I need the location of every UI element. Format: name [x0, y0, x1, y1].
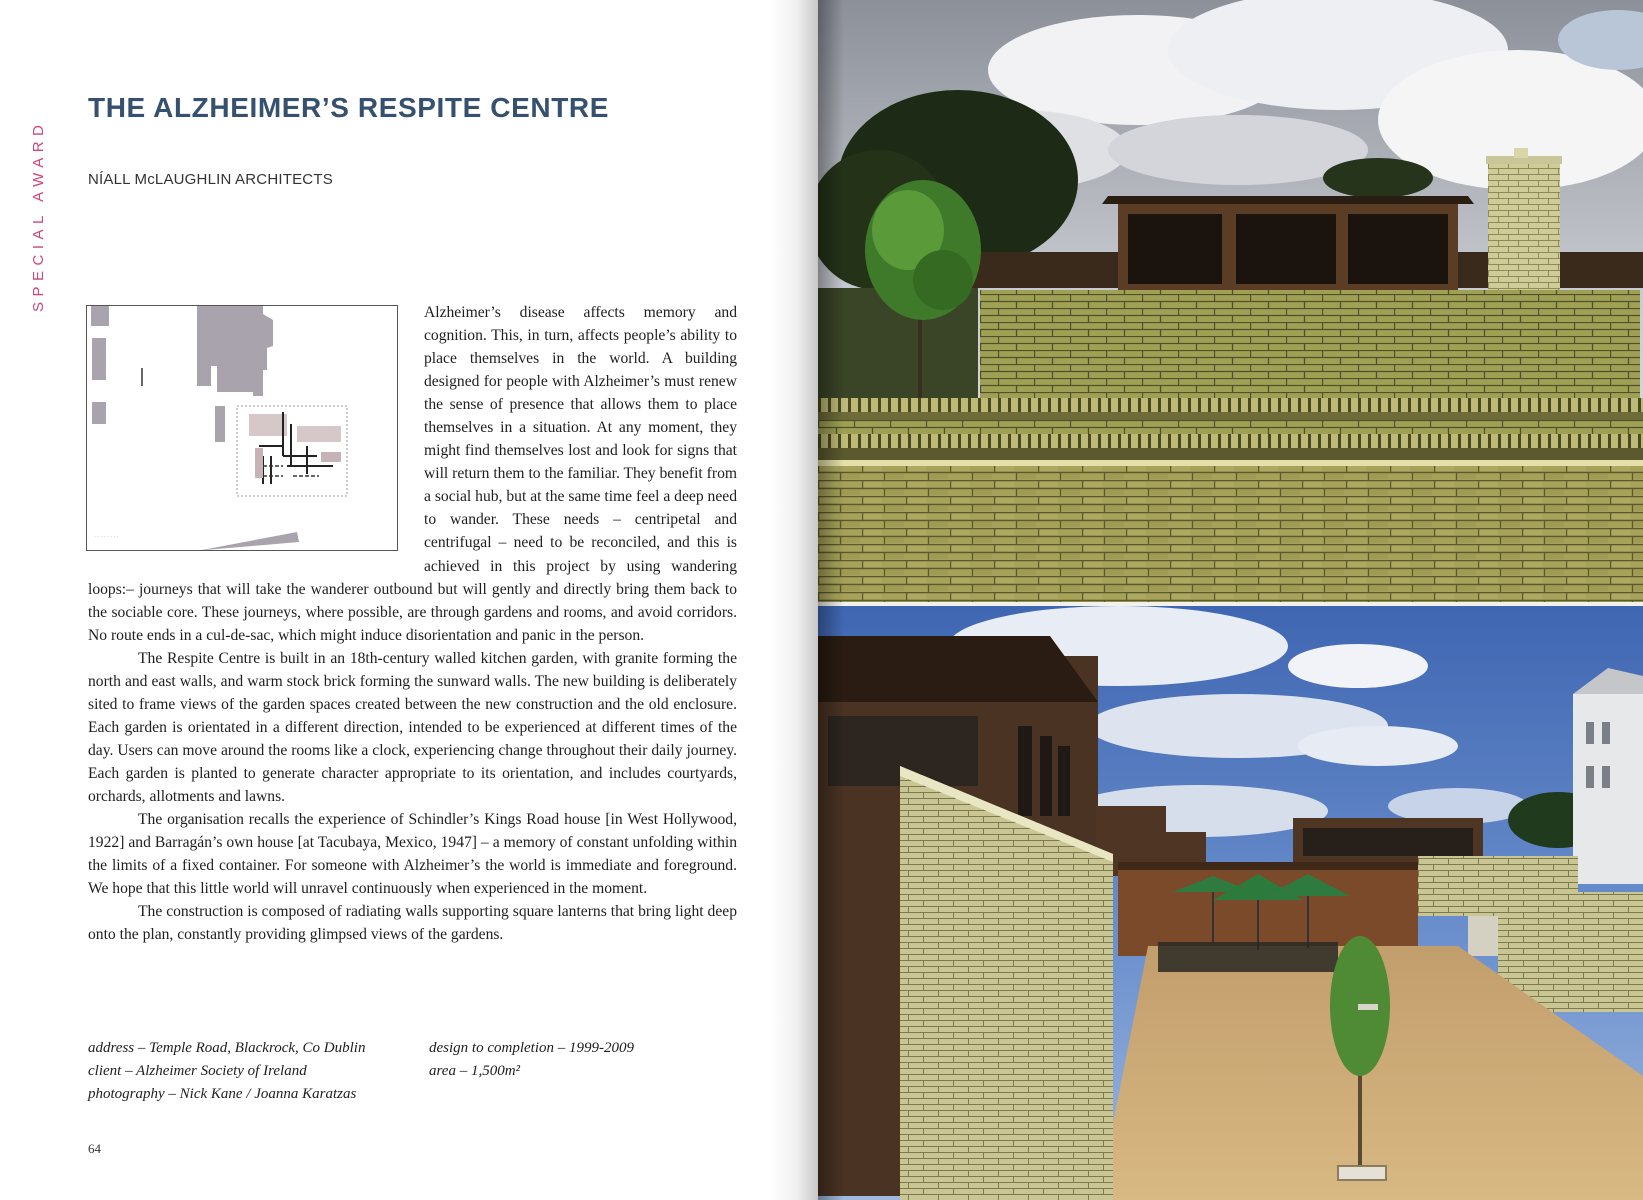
page-number: 64	[88, 1141, 101, 1156]
credits-left-column	[88, 1037, 365, 1106]
left-page	[0, 0, 818, 1200]
credit-address: address – Temple Road, Blackrock, Co Dublin	[88, 1040, 366, 1056]
spine-shadow	[770, 0, 818, 1200]
article-title: THE ALZHEIMER’S RESPITE CENTRE	[88, 92, 610, 123]
body-paragraph-1: Alzheimer’s disease affects memory and cognition. This, in turn, affects people’s ability to place themselves in the world. A building designed for people with Alzheimer’s must renew the sense of presence that allows them to place themselves in a situation. At any moment, they might find themselves lost and look for signs that will return them to the familiar. They benefit from a social hub, but at the same time feel a deep need to wander. These needs – centripetal and centrifugal – need to be reconciled, and this is achieved in this project by using wandering loops:– journeys that will take the wanderer outbound but will gently and directly bring them back to the sociable core. These journeys, where possible, are through gardens and rooms, and avoid corridors. No route ends in a cul-de-sac, which might induce disorientation and panic in the person.	[88, 304, 737, 644]
svg-text:· · · · · · · ·: · · · · · · · ·	[95, 534, 119, 540]
credit-client: client – Alzheimer Society of Ireland	[88, 1063, 307, 1079]
credit-photography: photography – Nick Kane / Joanna Karatzas	[88, 1086, 357, 1102]
photo-brick-walls-lantern	[818, 0, 1643, 602]
credit-design-to-completion: design to completion – 1999-2009	[429, 1040, 634, 1056]
right-spine-shadow	[818, 0, 844, 1200]
plan-float-spacer	[88, 301, 424, 575]
body-paragraph-2: The Respite Centre is built in an 18th-century walled kitchen garden, with granite forming the north and east walls, and warm stock brick forming the sunward walls. The new building is deliberately sited to frame views of the garden spaces created between the new construction and the old enclosure. Each garden is orientated in a different direction, intended to be experienced at different times of the day. Users can move around the rooms like a clock, experiencing change throughout their daily journey. Each garden is planted to generate character appropriate to its orientation, and includes courtyards, orchards, allotments and lawns.	[88, 649, 737, 805]
photo-bottom-svg	[818, 606, 1643, 1200]
body-paragraph-4: The construction is composed of radiating walls supporting square lanterns that bring light deep onto the plan, constantly providing glimpsed views of the gardens.	[88, 903, 737, 944]
article-body	[88, 301, 737, 946]
right-page	[818, 0, 1643, 1200]
section-label: SPECIAL AWARD	[30, 119, 47, 312]
credit-area: area – 1,500m²	[429, 1063, 521, 1079]
architect-name: NÍALL McLAUGHLIN ARCHITECTS	[88, 171, 333, 188]
credits-right-column	[429, 1037, 634, 1083]
photo-courtyard-umbrellas	[818, 606, 1643, 1200]
photo-top-svg	[818, 0, 1643, 602]
body-paragraph-3: The organisation recalls the experience of Schindler’s Kings Road house [in West Hollywood, 1922] and Barragán’s own house [at Tacubaya, Mexico, 1947] – a memory of constant unfolding within the limits of a fixed container. For someone with Alzheimer’s the world is immediate and foreground. We hope that this little world will unravel continuously when experienced in the moment.	[88, 811, 737, 898]
